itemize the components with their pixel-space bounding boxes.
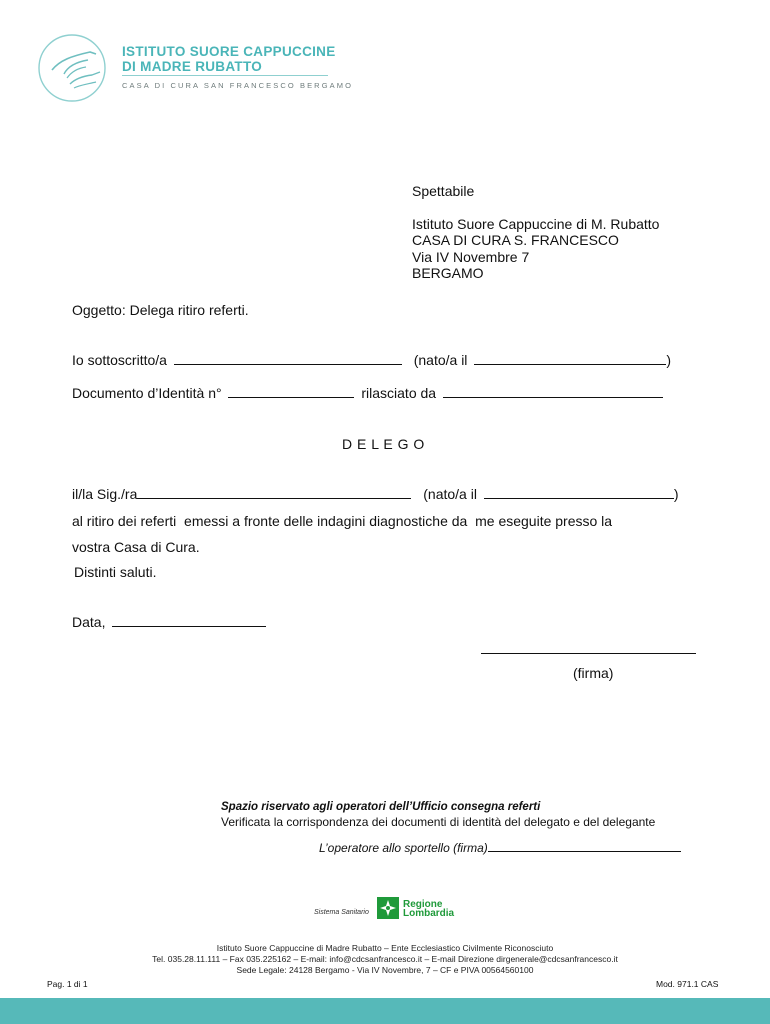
- page-number: Pag. 1 di 1: [47, 979, 88, 989]
- closing-text: Distinti saluti.: [74, 564, 157, 580]
- undersigned-name-field[interactable]: [174, 352, 402, 365]
- body-line2: vostra Casa di Cura.: [72, 539, 200, 555]
- recipient-line4: BERGAMO: [412, 265, 484, 281]
- recipient-salutation: Spettabile: [412, 183, 475, 199]
- born-close: ): [666, 352, 671, 368]
- delegate-born-close: ): [673, 486, 679, 502]
- footer-bar: [0, 998, 770, 1024]
- delegate-name-field[interactable]: [137, 486, 411, 499]
- document-number-field[interactable]: [228, 385, 354, 398]
- delegate-birthdate-field[interactable]: [484, 486, 674, 499]
- region-name-line1: Regione: [403, 899, 443, 910]
- operator-signature-field[interactable]: [488, 840, 681, 852]
- recipient-line2: CASA DI CURA S. FRANCESCO: [412, 232, 619, 248]
- undersigned-row: [72, 352, 671, 369]
- delego-heading: D E L E G O: [342, 436, 425, 452]
- office-box-title: Spazio riservato agli operatori dell’Ufficio consegna referti: [221, 801, 541, 813]
- hands-logo-icon: [34, 30, 114, 106]
- footer-line1: Istituto Suore Cappuccine di Madre Rubatto – Ente Ecclesiastico Civilmente Riconosciuto: [216, 943, 554, 953]
- recipient-line3: Via IV Novembre 7: [412, 248, 530, 265]
- org-subtitle: CASA DI CURA SAN FRANCESCO BERGAMO: [122, 81, 354, 90]
- date-label: Data,: [72, 614, 106, 630]
- operator-label: L’operatore allo sportello (firma): [319, 841, 488, 855]
- signature-label: (firma): [573, 665, 614, 681]
- issued-by-field[interactable]: [443, 385, 663, 398]
- org-name-line2: DI MADRE RUBATTO: [122, 59, 263, 74]
- org-name-line1: ISTITUTO SUORE CAPPUCCINE: [122, 44, 336, 59]
- date-row: [72, 614, 266, 631]
- region-name-line2: Lombardia: [403, 908, 455, 919]
- date-field[interactable]: [112, 614, 266, 627]
- undersigned-label: Io sottoscritto/a: [72, 352, 167, 368]
- body-line1: al ritiro dei referti emessi a fronte delle indagini diagnostiche da me eseguite presso la: [72, 513, 613, 529]
- operator-row: [319, 840, 681, 855]
- recipient-line1: Istituto Suore Cappuccine di M. Rubatto: [412, 215, 660, 232]
- recipient-address: [412, 183, 659, 282]
- issued-label: rilasciato da: [361, 385, 437, 401]
- model-code: Mod. 971.1 CAS: [656, 979, 719, 989]
- subject-line: Oggetto: Delega ritiro referti.: [72, 302, 249, 318]
- system-label: Sistema Sanitario: [314, 909, 369, 916]
- undersigned-birthdate-field[interactable]: [474, 352, 666, 365]
- header-divider: [122, 75, 328, 76]
- regione-lombardia-icon: [377, 897, 399, 919]
- footer-line3: Sede Legale: 24128 Bergamo - Via IV Novembre, 7 – CF e PIVA 00564560100: [236, 965, 534, 975]
- delegate-row: [72, 486, 679, 503]
- signature-field[interactable]: [481, 653, 696, 654]
- document-label: Documento d’Identità n°: [72, 385, 222, 401]
- born-label: (nato/a il: [413, 352, 468, 368]
- delegate-label: il/la Sig./ra: [72, 486, 138, 502]
- delegate-born-label: (nato/a il: [423, 486, 477, 502]
- office-box-verify-text: Verificata la corrispondenza dei documenti di identità del delegato e del delegante: [221, 815, 656, 829]
- footer-line2: Tel. 035.28.11.111 – Fax 035.225162 – E-mail: info@cdcsanfrancesco.it – E-mail Direzione dirgenerale@cdcsanfrancesco.it: [152, 954, 618, 964]
- document-row: [72, 385, 663, 402]
